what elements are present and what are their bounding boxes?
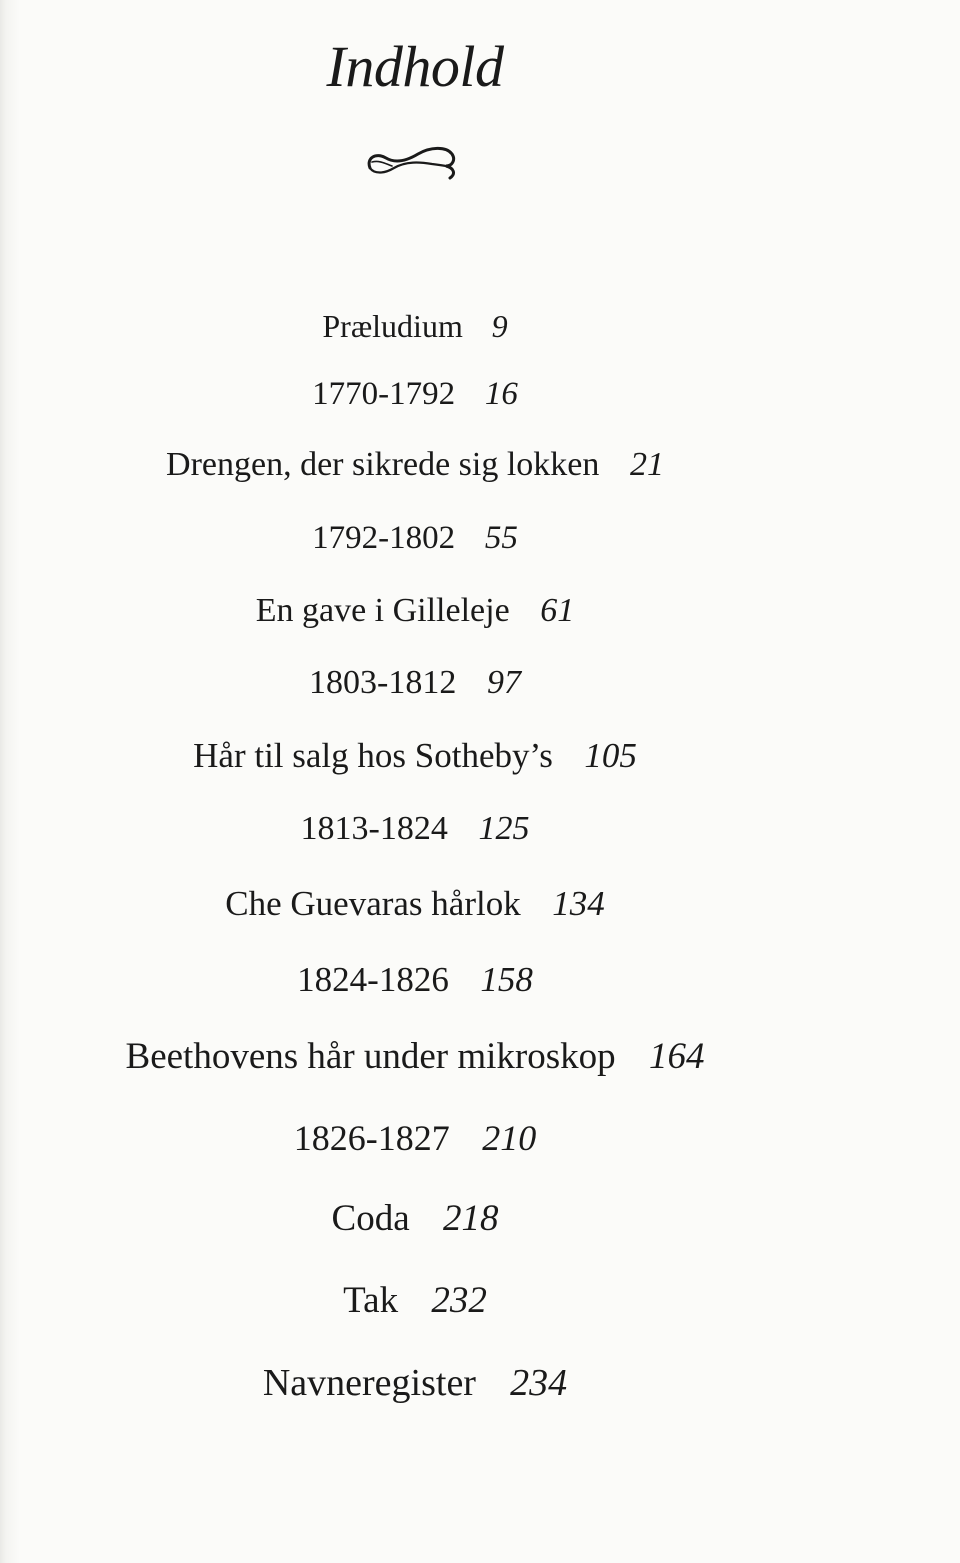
toc-entry-title: En gave i Gilleleje — [255, 592, 510, 629]
toc-entry-page: 16 — [484, 376, 518, 412]
toc-entry — [0, 310, 830, 342]
toc-entry-page: 55 — [484, 520, 518, 556]
toc-entry — [0, 1120, 830, 1156]
toc-entry-page: 97 — [486, 664, 521, 701]
page-title: Indhold — [326, 34, 504, 99]
toc-entry-page: 134 — [552, 884, 605, 923]
toc-entry-title: Drengen, der sikrede sig lokken — [166, 446, 600, 483]
toc-entry — [0, 1364, 830, 1402]
toc-entry-page: 9 — [491, 308, 508, 344]
toc-entry-title: Navneregister — [262, 1362, 476, 1404]
toc-entry-title: Che Guevaras hårlok — [225, 884, 521, 923]
toc-entry-page: 125 — [478, 810, 530, 847]
toc-entry-title: 1826-1827 — [293, 1118, 450, 1158]
toc-entry-page: 218 — [442, 1198, 499, 1239]
toc-entry-title: 1792-1802 — [312, 520, 456, 556]
toc-entry — [0, 1200, 830, 1237]
toc-entry — [0, 378, 830, 411]
toc-entry — [0, 666, 830, 700]
toc-entry — [0, 812, 830, 846]
toc-entry-page: 21 — [629, 446, 664, 483]
toc-entry-title: Hår til salg hos Sotheby’s — [193, 736, 553, 775]
toc-entry-title: Coda — [331, 1198, 410, 1239]
toc-entry — [0, 962, 830, 997]
toc-entry — [0, 448, 830, 482]
toc-entry-page: 210 — [482, 1118, 537, 1158]
toc-entry — [0, 1282, 830, 1319]
toc-entry-title: Beethovens hår under mikroskop — [125, 1036, 616, 1077]
toc-entry-page: 61 — [540, 592, 575, 629]
toc-entry — [0, 594, 830, 628]
toc-entry-title: 1770-1792 — [312, 376, 456, 412]
toc-entry — [0, 886, 830, 921]
toc-entry-title: Præludium — [322, 308, 463, 344]
toc-entry-page: 105 — [584, 736, 637, 775]
toc-entry — [0, 1038, 830, 1075]
toc-entry-page: 164 — [648, 1036, 705, 1077]
toc-entry — [0, 522, 830, 555]
toc-entry-title: 1803-1812 — [309, 664, 457, 701]
toc-entry-page: 158 — [480, 960, 533, 999]
toc-entry-title: 1824-1826 — [297, 960, 449, 999]
toc-entry-title: Tak — [343, 1280, 399, 1321]
toc-entry-page: 234 — [510, 1362, 568, 1404]
toc-entry-title: 1813-1824 — [300, 810, 448, 847]
toc-entry-page: 232 — [431, 1280, 487, 1321]
toc-entry — [0, 738, 830, 773]
